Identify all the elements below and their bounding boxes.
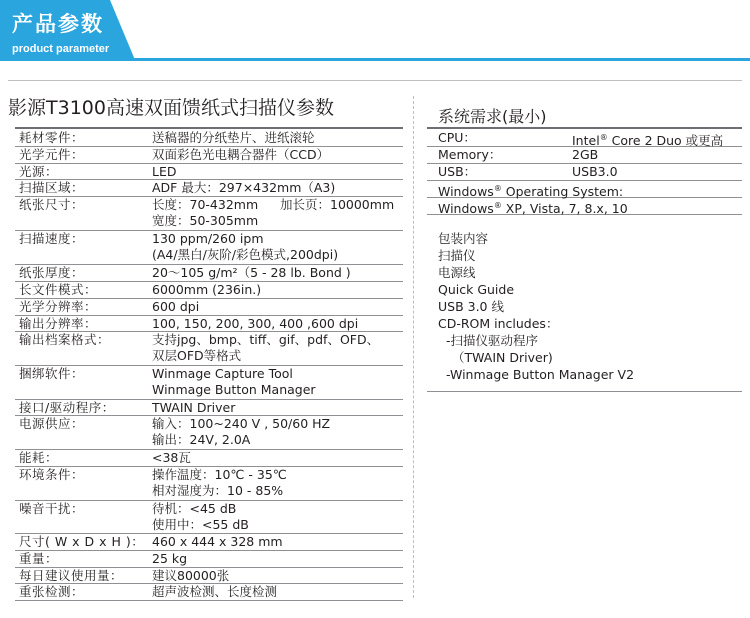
spec-label: 每日建议使用量： (19, 568, 124, 583)
spec-label: 输出档案格式： (19, 332, 111, 347)
spec-row (15, 332, 403, 366)
spec-value: 20～105 g/m²（5 - 28 lb. Bond ) (152, 265, 351, 280)
banner-subtitle: product parameter (12, 43, 110, 55)
header-banner (0, 0, 750, 62)
spec-value: 600 dpi (152, 299, 200, 314)
spec-label: 扫描区域： (19, 180, 85, 195)
registered-mark: ® (493, 201, 502, 210)
spec-label: 长文件模式： (19, 282, 98, 297)
requirement-label-text: CPU： (438, 130, 476, 145)
spec-row (15, 299, 403, 316)
spec-value: 6000mm (236in.) (152, 282, 262, 297)
package-item: Quick Guide (438, 282, 515, 297)
spec-row (15, 501, 403, 534)
package-item: -Winmage Button Manager V2 (446, 367, 635, 382)
spec-label: 尺寸( W x D x H )： (19, 534, 145, 549)
spec-label: 扫描速度： (19, 231, 85, 246)
spec-value: 宽度：50-305mm (152, 213, 259, 228)
spec-row (15, 147, 403, 164)
requirement-label-text: Windows (438, 184, 494, 200)
spec-value: 支持jpg、bmp、tiff、gif、pdf、OFD、 (152, 332, 380, 347)
requirement-label (438, 130, 476, 146)
requirement-label-text: USB： (438, 164, 477, 179)
package-item: USB 3.0 线 (438, 299, 504, 314)
requirement-row (427, 164, 742, 181)
spec-value: LED (152, 164, 177, 179)
spec-label: 电源供应： (19, 416, 85, 431)
package-item: -扫描仪驱动程序 (446, 333, 539, 348)
spec-value: 操作温度：10℃ - 35℃ (152, 467, 287, 482)
spec-row (15, 551, 403, 568)
spec-label: 重张检测： (19, 584, 85, 599)
spec-value: 双面彩色光电耦合器件（CCD） (152, 147, 330, 162)
package-bottom-rule (427, 391, 742, 392)
spec-value: <38瓦 (152, 450, 191, 465)
spec-table-top-rule (15, 127, 403, 129)
spec-value: 加长页：10000mm (280, 197, 395, 212)
spec-label: 纸张尺寸： (19, 197, 85, 212)
spec-label: 重量： (19, 551, 59, 566)
spec-row (15, 584, 403, 601)
spec-value: TWAIN Driver (152, 400, 236, 415)
spec-label: 接口/驱动程序： (19, 400, 115, 415)
requirements-top-rule (427, 127, 742, 129)
spec-row (15, 534, 403, 551)
spec-row (15, 197, 403, 231)
spec-title: 影源T3100高速双面馈纸式扫描仪参数 (8, 97, 334, 119)
spec-value: Winmage Capture Tool (152, 366, 293, 381)
spec-value: 送稿器的分纸垫片、进纸滚轮 (152, 130, 315, 145)
spec-label: 光学元件： (19, 147, 85, 162)
spec-value: 25 kg (152, 551, 188, 566)
top-divider (8, 80, 742, 81)
package-heading: 包装内容 (438, 231, 489, 246)
spec-value: 双层OFD等格式 (152, 348, 242, 363)
spec-label: 光学分辨率： (19, 299, 98, 314)
requirement-row (427, 147, 742, 164)
package-item: CD-ROM includes： (438, 316, 559, 331)
requirement-row (427, 181, 742, 198)
package-item: （TWAIN Driver) (452, 350, 553, 365)
spec-label: 环境条件： (19, 467, 85, 482)
spec-label: 输出分辨率： (19, 316, 98, 331)
spec-row (15, 164, 403, 180)
spec-row (15, 568, 403, 584)
spec-value: Winmage Button Manager (152, 382, 316, 397)
spec-value: 建议80000张 (152, 568, 230, 583)
banner-title: 产品参数 (12, 12, 104, 36)
requirements-title: 系统需求(最小) (438, 107, 547, 126)
spec-value: 待机：<45 dB (152, 501, 237, 516)
column-divider (413, 96, 414, 598)
spec-label: 耗材零件： (19, 130, 85, 145)
requirement-value-text: Intel (572, 133, 600, 149)
package-item: 电源线 (438, 265, 476, 280)
spec-label: 能耗： (19, 450, 59, 465)
requirement-value-text: USB3.0 (572, 164, 618, 179)
spec-row (15, 450, 403, 467)
spec-label: 噪音干扰： (19, 501, 85, 516)
spec-value: 100, 150, 200, 300, 400 ,600 dpi (152, 316, 359, 331)
requirement-label (438, 198, 628, 217)
banner-underline (0, 58, 750, 61)
spec-row (15, 282, 403, 299)
package-item: 扫描仪 (438, 248, 476, 263)
spec-value: ADF 最大：297×432mm（A3) (152, 180, 336, 195)
requirement-label (438, 147, 501, 163)
spec-value: 输入：100~240 V , 50/60 HZ (152, 416, 331, 431)
requirement-label-text: XP, Vista, 7, 8.x, 10 (501, 201, 628, 217)
spec-value: 超声波检测、长度检测 (152, 584, 278, 599)
requirement-row (427, 198, 742, 215)
spec-value: 输出：24V, 2.0A (152, 432, 251, 447)
requirement-label (438, 164, 476, 180)
spec-value: 长度：70-432mm (152, 197, 259, 212)
spec-row (15, 265, 403, 282)
requirement-label-text: Windows (438, 201, 494, 217)
requirement-label-text: Memory： (438, 147, 502, 162)
spec-row (15, 130, 403, 147)
spec-value: (A4/黑白/灰阶/彩色模式,200dpi) (152, 247, 339, 262)
spec-row (15, 180, 403, 197)
requirement-value-text: 2GB (572, 147, 599, 162)
spec-row (15, 316, 403, 332)
requirement-label-text: Operating System: (501, 184, 624, 200)
requirement-value-text: Core 2 Duo 或更高 (607, 133, 724, 149)
spec-label: 纸张厚度： (19, 265, 85, 280)
spec-value: 460 x 444 x 328 mm (152, 534, 283, 549)
spec-row (15, 416, 403, 450)
requirement-row (427, 130, 742, 147)
spec-value: 使用中：<55 dB (152, 517, 249, 532)
spec-row (15, 467, 403, 501)
spec-row (15, 231, 403, 265)
spec-label: 捆绑软件： (19, 366, 85, 381)
requirement-value (572, 147, 598, 163)
spec-row (15, 400, 403, 416)
spec-label: 光源： (19, 164, 59, 179)
registered-mark: ® (493, 184, 502, 193)
registered-mark: ® (599, 133, 608, 142)
spec-row (15, 366, 403, 400)
spec-value: 相对湿度为：10 - 85% (152, 483, 284, 498)
requirement-value (572, 164, 618, 180)
spec-value: 130 ppm/260 ipm (152, 231, 264, 246)
